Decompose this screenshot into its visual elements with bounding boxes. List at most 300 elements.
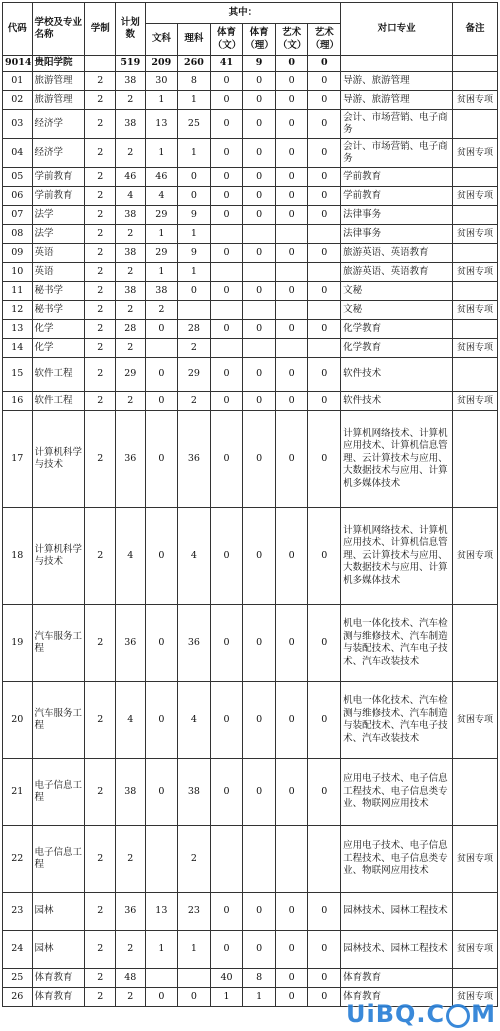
row-major-name: 计算机科学与技术 xyxy=(32,508,85,605)
watermark-logo xyxy=(346,999,496,1029)
table-row xyxy=(3,168,498,187)
row-sport-sci: 0 xyxy=(243,931,276,969)
row-arts: 1 xyxy=(145,931,178,969)
row-art-sci: 0 xyxy=(308,187,341,206)
row-arts: 0 xyxy=(145,508,178,605)
row-plan: 48 xyxy=(116,969,146,988)
row-art-sci: 0 xyxy=(308,139,341,168)
row-sport-arts: 0 xyxy=(210,893,243,931)
row-major-name: 电子信息工程 xyxy=(32,759,85,826)
row-sport-arts: 0 xyxy=(210,206,243,225)
row-sport-sci: 0 xyxy=(243,759,276,826)
row-art-arts: 0 xyxy=(275,320,308,339)
row-major-name: 经济学 xyxy=(32,110,85,139)
header-sport-sci: 体育（理） xyxy=(243,24,276,56)
row-match-major: 法律事务 xyxy=(341,225,453,244)
row-match-major: 法律事务 xyxy=(341,206,453,225)
row-duration: 2 xyxy=(85,358,116,392)
row-art-sci: 0 xyxy=(308,320,341,339)
row-sport-sci: 0 xyxy=(243,244,276,263)
row-plan: 2 xyxy=(116,139,146,168)
watermark-circle-icon xyxy=(446,1004,470,1028)
row-arts: 38 xyxy=(145,282,178,301)
table-row xyxy=(3,682,498,759)
row-code: 05 xyxy=(3,168,33,187)
row-code: 24 xyxy=(3,931,33,969)
row-duration: 2 xyxy=(85,759,116,826)
row-art-sci: 0 xyxy=(308,392,341,411)
watermark-text-a: UiB xyxy=(346,1000,396,1028)
row-note: 贫困专项 xyxy=(453,91,498,110)
row-major-name: 英语 xyxy=(32,244,85,263)
row-note xyxy=(453,893,498,931)
row-art-arts: 0 xyxy=(275,969,308,988)
watermark-text-b: Q.C xyxy=(395,1000,446,1028)
row-code: 07 xyxy=(3,206,33,225)
row-sport-arts xyxy=(210,301,243,320)
row-major-name: 旅游管理 xyxy=(32,72,85,91)
row-science: 1 xyxy=(178,263,211,282)
row-art-arts: 0 xyxy=(275,358,308,392)
row-arts: 0 xyxy=(145,605,178,682)
row-major-name: 经济学 xyxy=(32,139,85,168)
row-science: 36 xyxy=(178,411,211,508)
header-code: 代码 xyxy=(3,3,33,56)
row-duration: 2 xyxy=(85,682,116,759)
row-match-major: 机电一体化技术、汽车检测与维修技术、汽车制造与装配技术、汽车电子技术、汽车改装技术 xyxy=(341,605,453,682)
table-row xyxy=(3,931,498,969)
row-match-major: 体育教育 xyxy=(341,969,453,988)
school-plan: 519 xyxy=(116,56,146,72)
row-art-sci: 0 xyxy=(308,969,341,988)
row-arts: 30 xyxy=(145,72,178,91)
row-plan: 38 xyxy=(116,282,146,301)
row-science: 9 xyxy=(178,206,211,225)
table-row xyxy=(3,339,498,358)
row-science: 29 xyxy=(178,358,211,392)
row-note xyxy=(453,206,498,225)
row-duration: 2 xyxy=(85,91,116,110)
row-match-major: 计算机网络技术、计算机应用技术、计算机信息管理、云计算技术与应用、大数据技术与应用、计算机多媒体技术 xyxy=(341,508,453,605)
table-row xyxy=(3,225,498,244)
header-of-which: 其中： xyxy=(145,3,341,24)
row-match-major: 学前教育 xyxy=(341,187,453,206)
row-art-arts: 0 xyxy=(275,91,308,110)
school-art-arts: 0 xyxy=(275,56,308,72)
row-sport-sci: 0 xyxy=(243,605,276,682)
row-art-arts: 0 xyxy=(275,187,308,206)
row-art-arts xyxy=(275,263,308,282)
row-note xyxy=(453,358,498,392)
row-match-major: 应用电子技术、电子信息工程技术、电子信息类专业、物联网应用技术 xyxy=(341,759,453,826)
row-science: 23 xyxy=(178,893,211,931)
header-note: 备注 xyxy=(453,3,498,56)
row-plan: 2 xyxy=(116,826,146,893)
row-sport-arts: 0 xyxy=(210,320,243,339)
row-match-major: 旅游英语、英语教育 xyxy=(341,244,453,263)
header-plan: 计划数 xyxy=(116,3,146,56)
row-art-arts: 0 xyxy=(275,72,308,91)
row-science: 0 xyxy=(178,988,211,1007)
row-plan: 2 xyxy=(116,225,146,244)
row-major-name: 旅游管理 xyxy=(32,91,85,110)
row-code: 16 xyxy=(3,392,33,411)
row-science: 2 xyxy=(178,392,211,411)
row-plan: 29 xyxy=(116,358,146,392)
row-duration: 2 xyxy=(85,339,116,358)
row-arts: 1 xyxy=(145,139,178,168)
row-art-arts: 0 xyxy=(275,931,308,969)
row-arts: 4 xyxy=(145,187,178,206)
row-sport-sci: 0 xyxy=(243,187,276,206)
row-sport-sci: 0 xyxy=(243,320,276,339)
row-note xyxy=(453,110,498,139)
row-art-sci: 0 xyxy=(308,931,341,969)
header-duration: 学制 xyxy=(85,3,116,56)
row-duration: 2 xyxy=(85,411,116,508)
row-plan: 2 xyxy=(116,392,146,411)
row-code: 03 xyxy=(3,110,33,139)
row-science: 0 xyxy=(178,282,211,301)
row-code: 20 xyxy=(3,682,33,759)
row-plan: 38 xyxy=(116,206,146,225)
row-major-name: 软件工程 xyxy=(32,392,85,411)
row-plan: 2 xyxy=(116,988,146,1007)
row-duration: 2 xyxy=(85,301,116,320)
school-science: 260 xyxy=(178,56,211,72)
row-sport-arts: 0 xyxy=(210,931,243,969)
row-sport-sci xyxy=(243,339,276,358)
row-sport-sci: 0 xyxy=(243,411,276,508)
row-sport-arts xyxy=(210,225,243,244)
row-science: 9 xyxy=(178,244,211,263)
row-sport-arts: 0 xyxy=(210,139,243,168)
row-sport-sci: 0 xyxy=(243,358,276,392)
row-major-name: 汽车服务工程 xyxy=(32,605,85,682)
row-code: 01 xyxy=(3,72,33,91)
row-arts: 0 xyxy=(145,411,178,508)
row-note: 贫困专项 xyxy=(453,187,498,206)
row-plan: 4 xyxy=(116,508,146,605)
school-sport-arts: 41 xyxy=(210,56,243,72)
row-art-sci: 0 xyxy=(308,110,341,139)
row-art-sci: 0 xyxy=(308,358,341,392)
row-sport-arts: 1 xyxy=(210,988,243,1007)
row-sport-arts xyxy=(210,263,243,282)
row-code: 18 xyxy=(3,508,33,605)
row-science xyxy=(178,969,211,988)
row-major-name: 园林 xyxy=(32,931,85,969)
row-major-name: 软件工程 xyxy=(32,358,85,392)
row-art-sci: 0 xyxy=(308,282,341,301)
row-plan: 38 xyxy=(116,72,146,91)
enrollment-table xyxy=(2,2,498,1007)
row-note xyxy=(453,605,498,682)
row-major-name: 化学 xyxy=(32,339,85,358)
row-arts: 0 xyxy=(145,682,178,759)
row-arts: 46 xyxy=(145,168,178,187)
table-row xyxy=(3,392,498,411)
row-note xyxy=(453,759,498,826)
row-sport-sci: 0 xyxy=(243,392,276,411)
row-duration: 2 xyxy=(85,392,116,411)
row-note xyxy=(453,244,498,263)
row-art-arts: 0 xyxy=(275,988,308,1007)
row-plan: 2 xyxy=(116,301,146,320)
table-row xyxy=(3,320,498,339)
table-row xyxy=(3,508,498,605)
row-art-arts: 0 xyxy=(275,282,308,301)
row-major-name: 学前教育 xyxy=(32,187,85,206)
row-art-sci: 0 xyxy=(308,206,341,225)
row-plan: 2 xyxy=(116,931,146,969)
table-row xyxy=(3,91,498,110)
row-arts: 0 xyxy=(145,320,178,339)
row-note: 贫困专项 xyxy=(453,931,498,969)
table-row xyxy=(3,206,498,225)
row-sport-sci: 0 xyxy=(243,682,276,759)
row-art-sci xyxy=(308,225,341,244)
row-arts: 29 xyxy=(145,244,178,263)
school-total-row xyxy=(3,56,498,72)
row-sport-sci: 1 xyxy=(243,988,276,1007)
row-art-sci: 0 xyxy=(308,988,341,1007)
row-art-arts: 0 xyxy=(275,206,308,225)
row-sport-arts: 0 xyxy=(210,282,243,301)
row-match-major: 应用电子技术、电子信息工程技术、电子信息类专业、物联网应用技术 xyxy=(341,826,453,893)
row-note: 贫困专项 xyxy=(453,339,498,358)
row-note: 贫困专项 xyxy=(453,682,498,759)
row-duration: 2 xyxy=(85,110,116,139)
row-art-arts: 0 xyxy=(275,411,308,508)
row-duration: 2 xyxy=(85,893,116,931)
table-row xyxy=(3,969,498,988)
row-science: 2 xyxy=(178,826,211,893)
table-row xyxy=(3,282,498,301)
row-note: 贫困专项 xyxy=(453,392,498,411)
row-arts: 13 xyxy=(145,893,178,931)
row-art-arts: 0 xyxy=(275,168,308,187)
row-art-arts xyxy=(275,301,308,320)
row-match-major: 会计、市场营销、电子商务 xyxy=(341,110,453,139)
row-sport-arts: 0 xyxy=(210,168,243,187)
school-sport-sci: 9 xyxy=(243,56,276,72)
row-match-major: 导游、旅游管理 xyxy=(341,72,453,91)
row-duration: 2 xyxy=(85,168,116,187)
row-art-arts: 0 xyxy=(275,682,308,759)
row-art-arts xyxy=(275,225,308,244)
row-plan: 2 xyxy=(116,339,146,358)
row-code: 09 xyxy=(3,244,33,263)
row-science: 38 xyxy=(178,759,211,826)
row-arts: 29 xyxy=(145,206,178,225)
row-note xyxy=(453,411,498,508)
row-arts: 1 xyxy=(145,263,178,282)
row-art-sci: 0 xyxy=(308,411,341,508)
row-art-arts: 0 xyxy=(275,893,308,931)
row-sport-arts: 0 xyxy=(210,110,243,139)
row-major-name: 学前教育 xyxy=(32,168,85,187)
row-major-name: 计算机科学与技术 xyxy=(32,411,85,508)
table-row xyxy=(3,110,498,139)
row-science xyxy=(178,301,211,320)
row-duration: 2 xyxy=(85,72,116,91)
school-art-sci: 0 xyxy=(308,56,341,72)
row-code: 02 xyxy=(3,91,33,110)
row-code: 25 xyxy=(3,969,33,988)
row-art-sci: 0 xyxy=(308,893,341,931)
row-art-sci: 0 xyxy=(308,682,341,759)
table-row xyxy=(3,759,498,826)
row-arts: 13 xyxy=(145,110,178,139)
row-sport-arts: 0 xyxy=(210,91,243,110)
row-sport-arts: 0 xyxy=(210,244,243,263)
row-art-sci: 0 xyxy=(308,759,341,826)
row-sport-arts: 0 xyxy=(210,759,243,826)
row-sport-sci xyxy=(243,826,276,893)
row-sport-sci: 0 xyxy=(243,91,276,110)
row-duration: 2 xyxy=(85,320,116,339)
row-plan: 38 xyxy=(116,759,146,826)
row-code: 21 xyxy=(3,759,33,826)
row-note xyxy=(453,282,498,301)
header-art-sci: 艺术（理） xyxy=(308,24,341,56)
row-arts: 1 xyxy=(145,225,178,244)
row-arts xyxy=(145,826,178,893)
row-note: 贫困专项 xyxy=(453,139,498,168)
row-match-major: 旅游英语、英语教育 xyxy=(341,263,453,282)
row-note: 贫困专项 xyxy=(453,826,498,893)
row-sport-sci: 0 xyxy=(243,168,276,187)
row-science: 4 xyxy=(178,508,211,605)
table-row xyxy=(3,893,498,931)
table-row xyxy=(3,301,498,320)
watermark-text-c: M xyxy=(471,1000,496,1028)
row-match-major: 文秘 xyxy=(341,301,453,320)
table-row xyxy=(3,72,498,91)
row-code: 15 xyxy=(3,358,33,392)
row-duration: 2 xyxy=(85,263,116,282)
school-note xyxy=(453,56,498,72)
row-match-major: 软件技术 xyxy=(341,358,453,392)
row-match-major: 园林技术、园林工程技术 xyxy=(341,931,453,969)
row-sport-sci xyxy=(243,301,276,320)
school-arts: 209 xyxy=(145,56,178,72)
row-sport-arts: 0 xyxy=(210,508,243,605)
row-major-name: 电子信息工程 xyxy=(32,826,85,893)
row-match-major: 会计、市场营销、电子商务 xyxy=(341,139,453,168)
row-sport-arts: 0 xyxy=(210,187,243,206)
row-art-arts: 0 xyxy=(275,110,308,139)
row-plan: 4 xyxy=(116,682,146,759)
row-code: 04 xyxy=(3,139,33,168)
row-sport-sci xyxy=(243,225,276,244)
row-code: 19 xyxy=(3,605,33,682)
row-duration: 2 xyxy=(85,282,116,301)
row-major-name: 园林 xyxy=(32,893,85,931)
row-match-major: 文秘 xyxy=(341,282,453,301)
row-match-major: 化学教育 xyxy=(341,320,453,339)
header-school-major: 学校及专业名称 xyxy=(32,3,85,56)
row-sport-sci xyxy=(243,263,276,282)
school-code: 9014 xyxy=(3,56,33,72)
row-major-name: 法学 xyxy=(32,225,85,244)
row-plan: 36 xyxy=(116,893,146,931)
row-art-sci: 0 xyxy=(308,72,341,91)
header-arts: 文科 xyxy=(145,24,178,56)
row-sport-arts: 0 xyxy=(210,72,243,91)
row-arts: 2 xyxy=(145,301,178,320)
row-duration: 2 xyxy=(85,508,116,605)
row-duration: 2 xyxy=(85,139,116,168)
row-plan: 38 xyxy=(116,110,146,139)
row-science: 2 xyxy=(178,339,211,358)
row-duration: 2 xyxy=(85,225,116,244)
row-art-arts: 0 xyxy=(275,139,308,168)
row-code: 14 xyxy=(3,339,33,358)
row-art-sci: 0 xyxy=(308,244,341,263)
row-sport-arts: 0 xyxy=(210,392,243,411)
row-note xyxy=(453,320,498,339)
row-science: 1 xyxy=(178,139,211,168)
row-art-arts: 0 xyxy=(275,244,308,263)
row-duration: 2 xyxy=(85,206,116,225)
row-plan: 36 xyxy=(116,411,146,508)
row-art-arts: 0 xyxy=(275,605,308,682)
row-science: 8 xyxy=(178,72,211,91)
row-duration: 2 xyxy=(85,988,116,1007)
header-art-arts: 艺术（文） xyxy=(275,24,308,56)
row-match-major: 计算机网络技术、计算机应用技术、计算机信息管理、云计算技术与应用、大数据技术与应用、计算机多媒体技术 xyxy=(341,411,453,508)
row-sport-sci: 0 xyxy=(243,282,276,301)
row-match-major: 导游、旅游管理 xyxy=(341,91,453,110)
row-major-name: 汽车服务工程 xyxy=(32,682,85,759)
row-science: 25 xyxy=(178,110,211,139)
row-art-sci: 0 xyxy=(308,508,341,605)
row-note: 贫困专项 xyxy=(453,988,498,1007)
school-name: 贵阳学院 xyxy=(32,56,85,72)
row-note xyxy=(453,72,498,91)
row-arts xyxy=(145,339,178,358)
row-major-name: 秘书学 xyxy=(32,301,85,320)
row-code: 06 xyxy=(3,187,33,206)
row-art-sci xyxy=(308,826,341,893)
row-note xyxy=(453,168,498,187)
school-match xyxy=(341,56,453,72)
row-art-sci xyxy=(308,263,341,282)
row-science: 36 xyxy=(178,605,211,682)
row-major-name: 法学 xyxy=(32,206,85,225)
row-sport-sci: 0 xyxy=(243,893,276,931)
row-sport-arts: 0 xyxy=(210,605,243,682)
row-code: 26 xyxy=(3,988,33,1007)
row-arts: 0 xyxy=(145,392,178,411)
row-science: 0 xyxy=(178,187,211,206)
row-duration: 2 xyxy=(85,605,116,682)
row-sport-arts: 40 xyxy=(210,969,243,988)
row-arts: 0 xyxy=(145,358,178,392)
table-row xyxy=(3,187,498,206)
row-match-major: 体育教育 xyxy=(341,988,453,1007)
row-major-name: 体育教育 xyxy=(32,988,85,1007)
table-row xyxy=(3,263,498,282)
row-arts: 0 xyxy=(145,988,178,1007)
row-science: 1 xyxy=(178,91,211,110)
table-row xyxy=(3,826,498,893)
row-note: 贫困专项 xyxy=(453,301,498,320)
row-duration: 2 xyxy=(85,931,116,969)
row-plan: 4 xyxy=(116,187,146,206)
